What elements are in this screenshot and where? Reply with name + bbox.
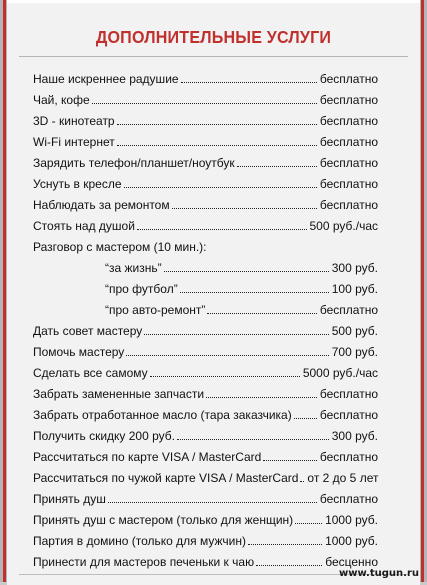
service-name: Зарядить телефон/планшет/ноутбук [33,156,235,170]
service-price: бесплатно [320,156,378,170]
service-name: Наше искреннее радушие [33,72,179,86]
service-name: Помочь мастеру [33,345,124,359]
service-name: Получить скидку 200 руб. [33,429,175,443]
leader-dots [164,270,329,272]
service-name: “про футбол” [105,282,178,296]
leader-dots [207,312,316,314]
leader-dots [92,102,317,104]
leader-dots [248,543,322,545]
service-name: Рассчитаться по чужой карте VISA / MasterCard [33,471,298,485]
service-name: Принять душ с мастером (только для женщин) [33,513,293,527]
service-name: Wi-Fi интернет [33,135,115,149]
list-item [33,549,378,569]
service-price: 5000 руб./час [303,366,378,380]
list-item [33,402,378,422]
service-price: бесплатно [320,450,378,464]
service-price: бесплатно [320,93,378,107]
service-name: Партия в домино (только для мужчин) [33,534,246,548]
list-item [33,171,378,191]
service-price: 500 руб./час [310,219,379,233]
service-name: Наблюдать за ремонтом [33,198,170,212]
list-item [33,129,378,149]
service-price: бесплатно [320,387,378,401]
leader-dots [172,207,317,209]
service-price: 700 руб. [332,345,378,359]
watermark: www.tugun.ru [339,568,419,579]
list-item [33,192,378,212]
list-item [105,297,378,317]
leader-dots [117,144,317,146]
leader-dots [237,165,317,167]
title-divider [19,56,408,57]
leader-dots [263,459,317,461]
service-name: Стоять над душой [33,219,135,233]
page-title: ДОПОЛНИТЕЛЬНЫЕ УСЛУГИ [17,27,410,48]
right-red-border [421,0,424,582]
leader-dots [294,417,317,419]
leader-dots [295,522,322,524]
list-item [33,339,378,359]
leader-dots [137,228,307,230]
left-red-border [3,0,6,582]
service-price: 300 руб. [332,429,378,443]
service-name: “за жизнь” [105,261,162,275]
leader-dots [181,81,317,83]
service-price: 1000 руб. [325,513,378,527]
list-item [105,255,378,275]
list-item [33,486,378,506]
service-price: бесплатно [320,114,378,128]
service-name: “про авто-ремонт” [105,303,205,317]
list-item [33,465,378,485]
leader-dots [126,354,328,356]
service-price: 500 руб. [332,324,378,338]
service-price: бесплатно [320,303,378,317]
service-price: бесплатно [320,135,378,149]
service-price: бесплатно [320,198,378,212]
service-price: 1000 руб. [325,534,378,548]
leader-dots [144,333,328,335]
leader-dots [300,480,304,482]
service-price: бесплатно [320,177,378,191]
service-name: Принять душ [33,492,106,506]
service-price: бесплатно [320,408,378,422]
leader-dots [108,501,317,503]
service-price: бесплатно [320,72,378,86]
list-item [33,87,378,107]
list-item [105,276,378,296]
list-item [33,213,378,233]
list-item [33,234,378,254]
leader-dots [117,123,317,125]
leader-dots [256,564,322,566]
list-item [33,108,378,128]
service-name: Забрать отработанное масло (тара заказчика) [33,408,292,422]
service-price: от 2 до 5 лет [307,471,378,485]
service-name: Сделать все самому [33,366,148,380]
service-price: 300 руб. [332,261,378,275]
list-item [33,423,378,443]
service-name: Дать совет мастеру [33,324,142,338]
service-price: 100 руб. [332,282,378,296]
service-name: Рассчитаться по карте VISA / MasterCard [33,450,261,464]
leader-dots [177,438,329,440]
list-item [33,381,378,401]
list-item [33,360,378,380]
leader-dots [124,186,317,188]
list-item [33,318,378,338]
service-group-heading: Разговор с мастером (10 мин.): [33,240,207,254]
list-item [33,66,378,86]
service-name: Чай, кофе [33,93,90,107]
service-name: Забрать замененные запчасти [33,387,204,401]
service-name: 3D - кинотеатр [33,114,115,128]
leader-dots [206,396,317,398]
leader-dots [150,375,300,377]
service-name: Уснуть в кресле [33,177,122,191]
list-item [33,150,378,170]
service-price: бесценно [325,555,378,569]
list-item [33,507,378,527]
leader-dots [180,291,329,293]
service-name: Принести для мастеров печеньки к чаю [33,555,254,569]
list-item [33,528,378,548]
list-item [33,444,378,464]
service-price: бесплатно [320,492,378,506]
